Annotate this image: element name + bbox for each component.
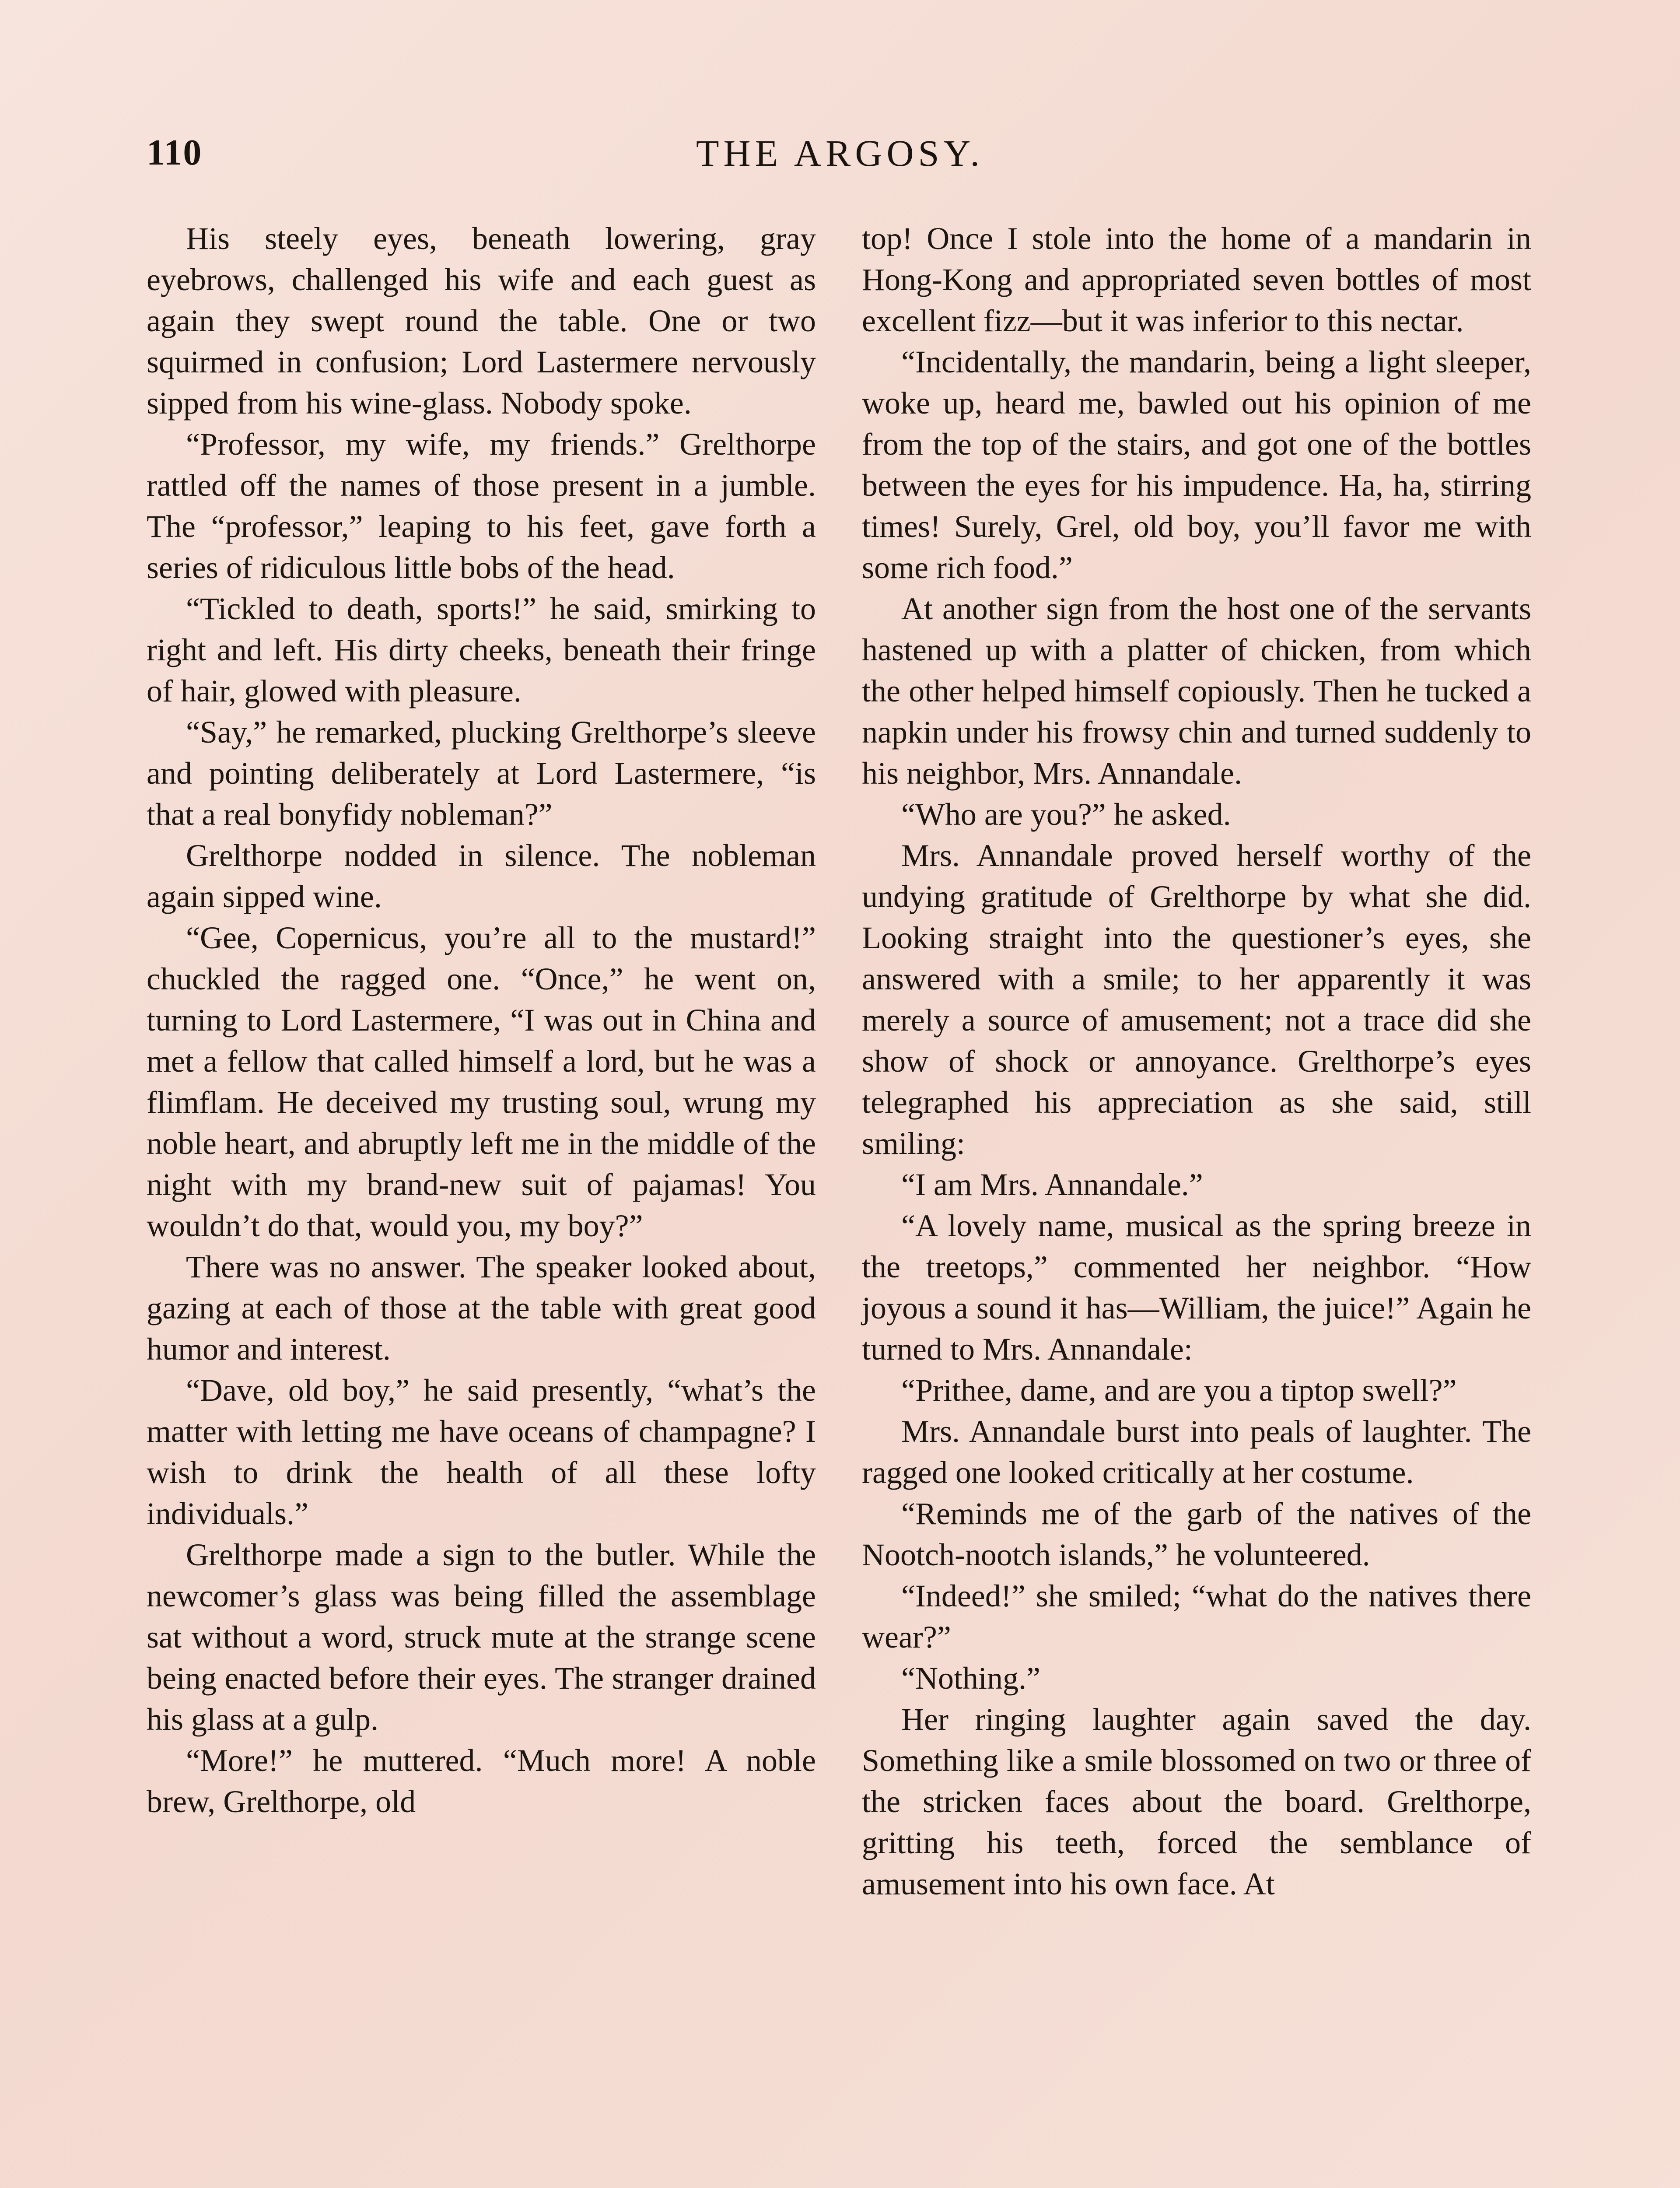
paragraph: “Gee, Copernicus, you’re all to the mustard!” chuckled the ragged one. “Once,” he went on, turning to Lord Lastermere, “I was out in China and met a fellow that called himself a lord, but he was a flimflam. He deceived my trusting soul, wrung my noble heart, and abruptly left me in the middle of the night with my brand-new suit of pajamas! You wouldn’t do that, would you, my boy?” xyxy=(147,920,816,1243)
paragraph: Mrs. Annandale proved herself worthy of the undying gratitude of Grelthorpe by what she did. Looking straight into the questioner’s eyes, she answered with a smile; to her apparently it was merely a source of amusement; not a trace did she show of shock or annoyance. Grelthorpe’s eyes telegraphed his appreciation as she said, still smiling: xyxy=(862,838,1531,1161)
running-head xyxy=(147,131,1533,179)
page-number: 110 xyxy=(147,132,203,173)
paragraph: Her ringing laughter again saved the day. Something like a smile blossomed on two or three of the stricken faces about the board. Grelthorpe, gritting his teeth, forced the semblance of amusement into his own face. At xyxy=(862,1702,1531,1901)
paragraph: “Say,” he remarked, plucking Grelthorpe’s sleeve and pointing deliberately at Lord Lastermere, “is that a real bonyfidy nobleman?” xyxy=(147,715,816,832)
paragraph: At another sign from the host one of the servants hastened up with a platter of chicken, from which the other helped himself copiously. Then he tucked a napkin under his frowsy chin and turned suddenly to his neighbor, Mrs. Annandale. xyxy=(862,591,1531,791)
paragraph: “Incidentally, the mandarin, being a light sleeper, woke up, heard me, bawled out his opinion of me from the top of the stairs, and got one of the bottles between the eyes for his impudence. Ha, ha, stirring times! Surely, Grel, old boy, you’ll favor me with some rich food.” xyxy=(862,344,1531,585)
paragraph: “Who are you?” he asked. xyxy=(901,797,1231,832)
paragraph: “A lovely name, musical as the spring breeze in the treetops,” commented her neighbor. “How joyous a sound it has—William, the juice!” Again he turned to Mrs. Annandale: xyxy=(862,1208,1531,1367)
paragraph: “More!” he muttered. “Much more! A noble brew, Grelthorpe, old xyxy=(147,1743,816,1819)
right-text-column xyxy=(862,218,1531,1904)
paragraph: top! Once I stole into the home of a mandarin in Hong-Kong and appropriated seven bottles of most excellent fizz—but it was inferior to this nectar. xyxy=(862,221,1531,338)
paragraph: There was no answer. The speaker looked about, gazing at each of those at the table with great good humor and interest. xyxy=(147,1249,816,1367)
magazine-title: THE ARGOSY. xyxy=(696,132,984,174)
paragraph: “Indeed!” she smiled; “what do the natives there wear?” xyxy=(862,1578,1531,1655)
paragraph: His steely eyes, beneath lowering, gray eyebrows, challenged his wife and each guest as again they swept round the table. One or two squirmed in confusion; Lord Lastermere nervously sipped from his wine-glass. Nobody spoke. xyxy=(147,221,816,421)
paragraph: “Professor, my wife, my friends.” Grelthorpe rattled off the names of those present in a jumble. The “professor,” leaping to his feet, gave forth a series of ridiculous little bobs of the head. xyxy=(147,427,816,585)
paragraph: “Prithee, dame, and are you a tiptop swell?” xyxy=(901,1373,1457,1408)
paragraph: “Nothing.” xyxy=(901,1661,1040,1696)
paragraph: Grelthorpe nodded in silence. The nobleman again sipped wine. xyxy=(147,838,816,914)
paragraph: “Reminds me of the garb of the natives of the Nootch-nootch islands,” he volunteered. xyxy=(862,1496,1531,1572)
paragraph: “Tickled to death, sports!” he said, smirking to right and left. His dirty cheeks, beneath their fringe of hair, glowed with pleasure. xyxy=(147,591,816,708)
paragraph: Grelthorpe made a sign to the butler. While the newcomer’s glass was being filled the assemblage sat without a word, struck mute at the strange scene being enacted before their eyes. The stranger drained his glass at a gulp. xyxy=(147,1537,816,1737)
paragraph: “I am Mrs. Annandale.” xyxy=(901,1167,1203,1202)
left-text-column xyxy=(147,218,816,1822)
paragraph: “Dave, old boy,” he said presently, “what’s the matter with letting me have oceans of champagne? I wish to drink the health of all these lofty individuals.” xyxy=(147,1373,816,1531)
paragraph: Mrs. Annandale burst into peals of laughter. The ragged one looked critically at her costume. xyxy=(862,1414,1531,1490)
